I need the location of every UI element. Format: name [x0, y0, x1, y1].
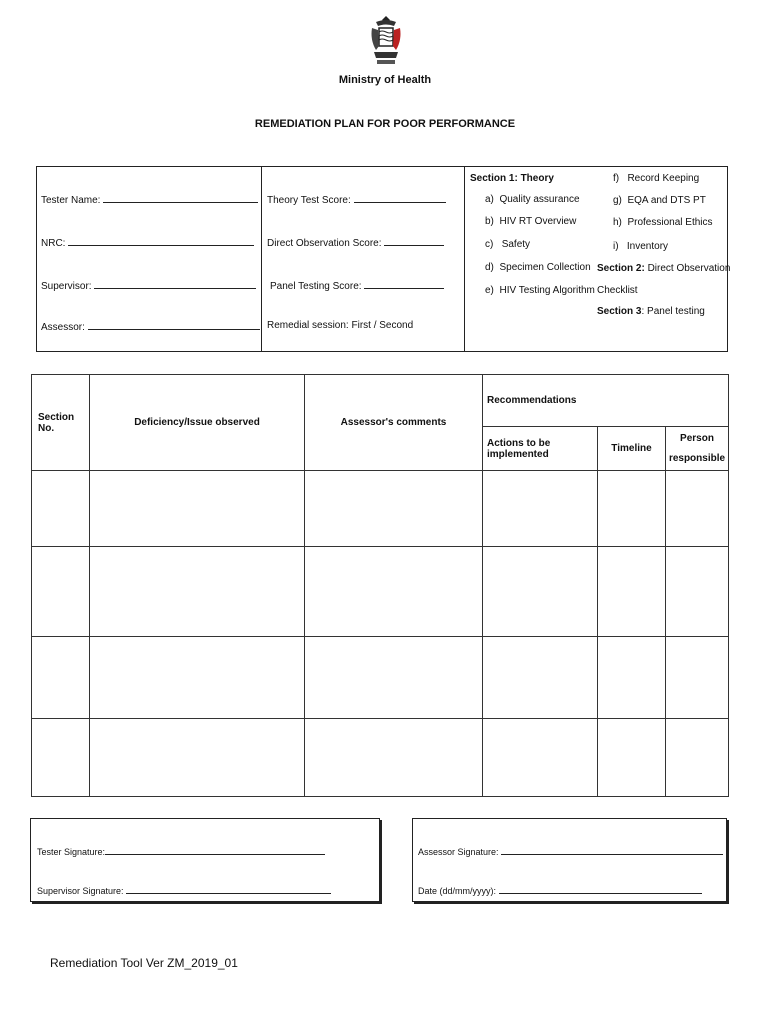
table-cell[interactable] — [305, 471, 483, 547]
supervisor-signature-field[interactable] — [37, 884, 331, 896]
table-cell[interactable] — [598, 547, 666, 637]
table-row — [32, 547, 729, 637]
table-cell[interactable] — [666, 719, 729, 797]
table-cell[interactable] — [483, 637, 598, 719]
document-title: REMEDIATION PLAN FOR POOR PERFORMANCE — [254, 118, 516, 130]
ministry-title: Ministry of Health — [338, 74, 432, 86]
table-cell[interactable] — [305, 547, 483, 637]
theory-score-label: Theory Test Score: — [267, 195, 351, 206]
supervisor-label: Supervisor: — [41, 281, 92, 292]
col-header-person: Person responsible — [666, 427, 729, 471]
section-item: g) EQA and DTS PT — [613, 195, 706, 206]
tester-signature-line[interactable] — [105, 845, 325, 855]
table-cell[interactable] — [90, 471, 305, 547]
table-cell[interactable] — [32, 637, 90, 719]
section-item: h) Professional Ethics — [613, 217, 713, 228]
assessor-field[interactable] — [41, 320, 260, 333]
section-item: e) HIV Testing Algorithm — [485, 285, 595, 296]
assessor-signature-field[interactable] — [418, 845, 723, 857]
section2-line: Section 2: Direct Observation — [597, 263, 731, 274]
table-row — [32, 471, 729, 547]
section1-title: Section 1: Theory — [470, 173, 554, 184]
table-cell[interactable] — [666, 547, 729, 637]
col-header-recommendations: Recommendations — [483, 375, 729, 427]
panel-score-line[interactable] — [364, 279, 444, 289]
table-cell[interactable] — [90, 637, 305, 719]
col-header-section: Section No. — [32, 375, 90, 471]
direct-obs-score-label: Direct Observation Score: — [267, 238, 382, 249]
table-cell[interactable] — [598, 471, 666, 547]
table-cell[interactable] — [666, 637, 729, 719]
info-divider — [464, 166, 465, 352]
table-cell[interactable] — [598, 719, 666, 797]
panel-score-field[interactable] — [270, 279, 444, 292]
nrc-label: NRC: — [41, 238, 66, 249]
table-cell[interactable] — [32, 719, 90, 797]
tester-name-line[interactable] — [103, 193, 258, 203]
direct-obs-score-field[interactable] — [267, 236, 444, 249]
table-cell[interactable] — [598, 637, 666, 719]
table-cell[interactable] — [305, 637, 483, 719]
direct-obs-score-line[interactable] — [384, 236, 444, 246]
assessor-signature-line[interactable] — [501, 845, 723, 855]
tester-name-field[interactable] — [41, 193, 258, 206]
table-cell[interactable] — [32, 547, 90, 637]
nrc-field[interactable] — [41, 236, 254, 249]
table-cell[interactable] — [483, 547, 598, 637]
section3-line: Section 3: Panel testing — [597, 306, 705, 317]
section-item: c) Safety — [485, 239, 531, 250]
col-header-actions: Actions to be implemented — [483, 427, 598, 471]
info-divider — [261, 166, 262, 352]
col-header-comments: Assessor's comments — [305, 375, 483, 471]
col-header-deficiency: Deficiency/Issue observed — [90, 375, 305, 471]
theory-score-field[interactable] — [267, 193, 446, 206]
tester-signature-field[interactable] — [37, 845, 325, 857]
section-item: d) Specimen Collection — [485, 262, 591, 273]
table-cell[interactable] — [90, 547, 305, 637]
date-field[interactable] — [418, 884, 702, 896]
section-item: i) Inventory — [613, 241, 669, 252]
table-cell[interactable] — [305, 719, 483, 797]
supervisor-signature-line[interactable] — [126, 884, 331, 894]
supervisor-signature-label: Supervisor Signature: — [37, 886, 124, 896]
footer-version: Remediation Tool Ver ZM_2019_01 — [50, 956, 238, 970]
supervisor-line[interactable] — [94, 279, 256, 289]
tester-name-label: Tester Name: — [41, 195, 101, 206]
section-item: b) HIV RT Overview — [485, 216, 577, 227]
remediation-table — [31, 374, 729, 797]
section2-cont: Checklist — [597, 285, 638, 296]
col-header-timeline: Timeline — [598, 427, 666, 471]
section-item: f) Record Keeping — [613, 173, 700, 184]
table-cell[interactable] — [32, 471, 90, 547]
table-cell[interactable] — [666, 471, 729, 547]
table-cell[interactable] — [483, 471, 598, 547]
assessor-signature-label: Assessor Signature: — [418, 847, 499, 857]
table-row — [32, 637, 729, 719]
panel-score-label: Panel Testing Score: — [270, 281, 362, 292]
nrc-line[interactable] — [68, 236, 254, 246]
assessor-label: Assessor: — [41, 322, 85, 333]
tester-signature-label: Tester Signature: — [37, 847, 106, 857]
section-item: a) Quality assurance — [485, 194, 580, 205]
assessor-line[interactable] — [88, 320, 260, 330]
table-cell[interactable] — [483, 719, 598, 797]
date-label: Date (dd/mm/yyyy): — [418, 886, 497, 896]
coat-of-arms-icon — [368, 14, 404, 66]
supervisor-field[interactable] — [41, 279, 256, 292]
remedial-session: Remedial session: First / Second — [267, 320, 414, 331]
theory-score-line[interactable] — [354, 193, 446, 203]
table-row — [32, 719, 729, 797]
table-cell[interactable] — [90, 719, 305, 797]
date-line[interactable] — [499, 884, 702, 894]
